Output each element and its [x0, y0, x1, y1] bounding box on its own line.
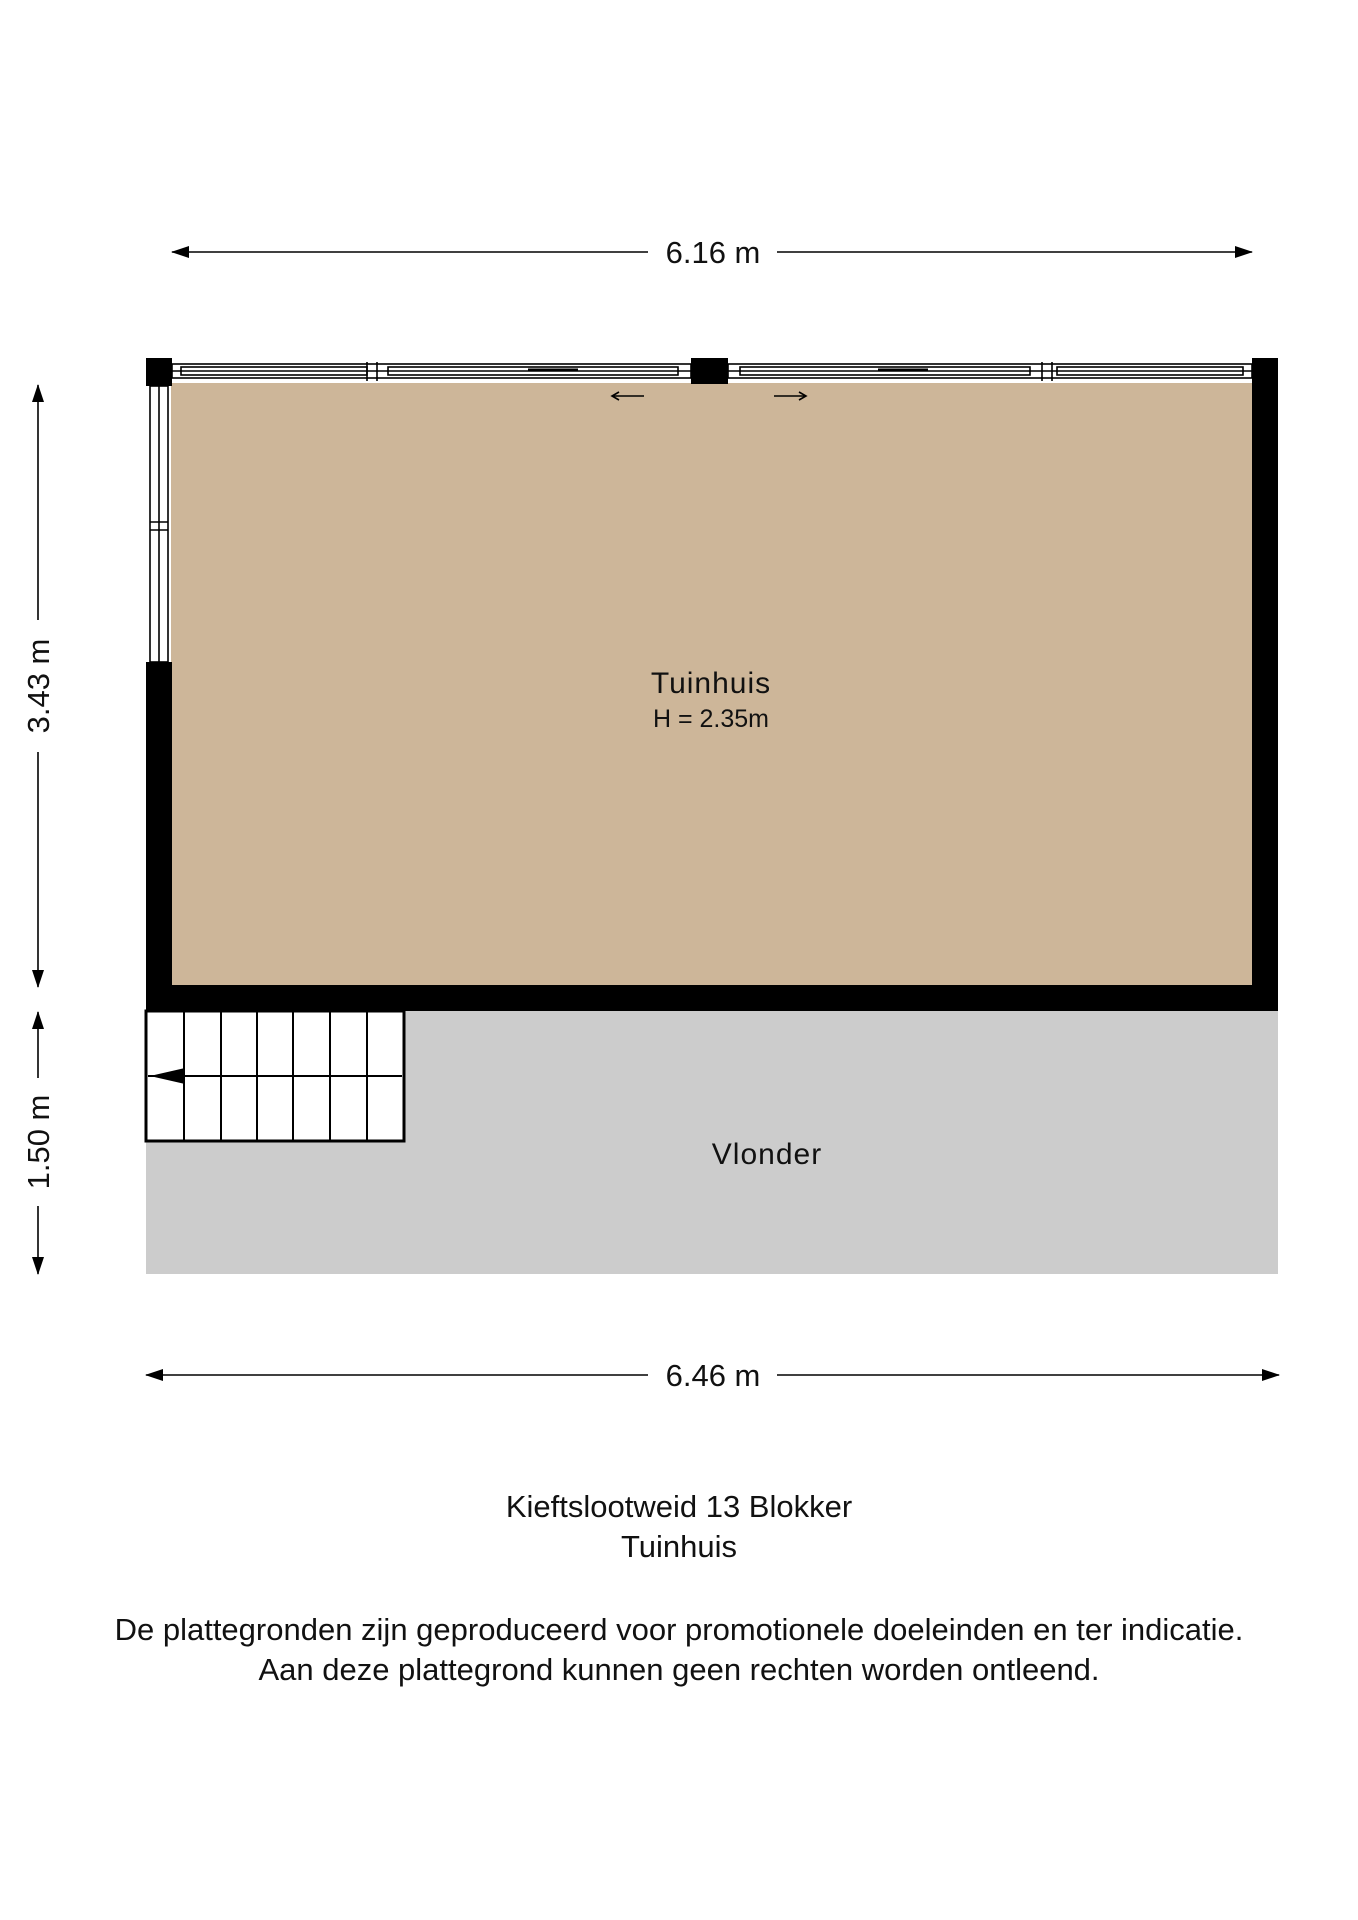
dimension-left-lower-label: 1.50 m	[21, 1094, 56, 1190]
wall-bottom	[146, 985, 1278, 1011]
dimension-left-upper-label: 3.43 m	[21, 638, 56, 734]
room-label-vlonder: Vlonder	[711, 1138, 823, 1171]
disclaimer-line-2: Aan deze plattegrond kunnen geen rechten worden ontleend.	[258, 1652, 1100, 1687]
wall-pillar-top-middle	[691, 358, 728, 384]
wall-corner-top-left	[146, 358, 172, 386]
room-label-tuinhuis: Tuinhuis	[650, 667, 772, 700]
plan-subtitle: Tuinhuis	[620, 1529, 738, 1564]
room-height-tuinhuis: H = 2.35m	[652, 705, 770, 733]
dimension-top-label: 6.16 m	[665, 235, 761, 270]
wall-right	[1252, 358, 1278, 1008]
left-glazing	[150, 386, 168, 662]
stairs	[146, 1011, 404, 1141]
plan-title: Kieftslootweid 13 Blokker	[505, 1489, 853, 1524]
dimension-bottom-label: 6.46 m	[665, 1358, 761, 1393]
wall-left-lower	[146, 662, 172, 1008]
disclaimer-line-1: De plattegronden zijn geproduceerd voor promotionele doeleinden en ter indicatie.	[114, 1612, 1244, 1647]
